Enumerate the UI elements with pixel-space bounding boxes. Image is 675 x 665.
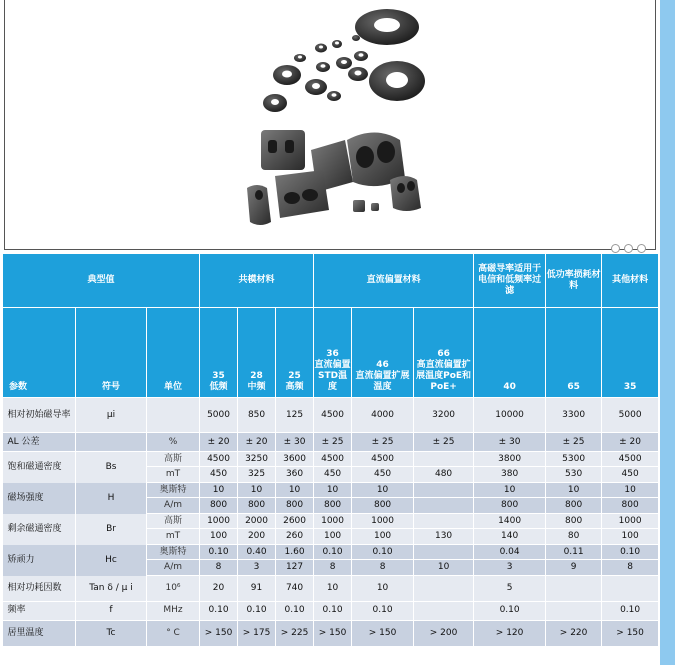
unit-cell: 奥斯特 — [147, 483, 200, 498]
value-cell: 380 — [474, 467, 546, 483]
value-cell: > 150 — [314, 620, 352, 646]
value-cell: 800 — [276, 498, 314, 514]
value-cell: > 220 — [546, 620, 602, 646]
group-header-high-permeability: 高磁导率适用于电信和低频率过滤 — [474, 254, 546, 308]
group-header-other: 其他材料 — [602, 254, 659, 308]
value-cell: 450 — [200, 467, 238, 483]
value-cell: 9 — [546, 560, 602, 576]
value-cell: 1000 — [602, 514, 659, 529]
value-cell: 200 — [238, 529, 276, 545]
value-cell: 8 — [602, 560, 659, 576]
value-cell: 800 — [546, 498, 602, 514]
table-row — [3, 398, 659, 433]
value-cell: 10 — [352, 576, 414, 602]
value-cell: 450 — [602, 467, 659, 483]
unit-cell: 10⁶ — [147, 576, 200, 602]
value-cell: 10 — [474, 483, 546, 498]
value-cell: ± 30 — [474, 433, 546, 452]
value-cell: ± 25 — [352, 433, 414, 452]
table-row — [3, 601, 659, 620]
value-cell: 0.11 — [546, 545, 602, 560]
material-desc: 高直流偏置扩展温度PoE和PoE+ — [416, 360, 472, 392]
value-cell: 800 — [200, 498, 238, 514]
value-cell: 3 — [474, 560, 546, 576]
table-row — [3, 576, 659, 602]
value-cell: 450 — [352, 467, 414, 483]
value-cell: > 225 — [276, 620, 314, 646]
value-cell: 1000 — [352, 514, 414, 529]
value-cell: 10 — [276, 483, 314, 498]
value-cell: 0.10 — [602, 545, 659, 560]
value-cell: ± 25 — [314, 433, 352, 452]
value-cell: 1.60 — [276, 545, 314, 560]
value-cell: 800 — [352, 498, 414, 514]
unit-cell: mT — [147, 467, 200, 483]
value-cell: 3800 — [474, 452, 546, 467]
value-cell — [414, 514, 474, 529]
value-cell: > 150 — [200, 620, 238, 646]
material-desc: 中频 — [247, 382, 266, 392]
value-cell: 1000 — [200, 514, 238, 529]
ferrite-material-table — [2, 253, 659, 647]
value-cell: 0.10 — [314, 545, 352, 560]
value-cell: 850 — [238, 398, 276, 433]
value-cell: 0.10 — [474, 601, 546, 620]
value-cell: 2600 — [276, 514, 314, 529]
value-cell: 325 — [238, 467, 276, 483]
material-header — [238, 308, 276, 398]
value-cell: 5000 — [602, 398, 659, 433]
material-header — [474, 308, 546, 398]
material-header — [200, 308, 238, 398]
value-cell: 0.10 — [314, 601, 352, 620]
material-code: 46 — [376, 360, 389, 370]
material-code: 28 — [250, 371, 263, 381]
symbol-cell: Br — [76, 514, 147, 545]
value-cell — [602, 576, 659, 602]
value-cell: 125 — [276, 398, 314, 433]
value-cell: 480 — [414, 467, 474, 483]
value-cell: 10 — [414, 560, 474, 576]
value-cell: 4500 — [200, 452, 238, 467]
value-cell: > 150 — [602, 620, 659, 646]
value-cell: 20 — [200, 576, 238, 602]
group-header-dc-bias: 直流偏置材料 — [314, 254, 474, 308]
value-cell: ± 20 — [602, 433, 659, 452]
value-cell: ± 20 — [200, 433, 238, 452]
value-cell: ± 20 — [238, 433, 276, 452]
value-cell — [546, 601, 602, 620]
value-cell: 1400 — [474, 514, 546, 529]
value-cell: > 200 — [414, 620, 474, 646]
value-cell: 100 — [200, 529, 238, 545]
pager-dot[interactable] — [611, 244, 620, 253]
value-cell: 10 — [352, 483, 414, 498]
material-desc: 直流偏置扩展温度 — [355, 371, 410, 392]
material-header — [602, 308, 659, 398]
value-cell: 10 — [238, 483, 276, 498]
value-cell: 5300 — [546, 452, 602, 467]
value-cell: 740 — [276, 576, 314, 602]
value-cell: 3200 — [414, 398, 474, 433]
value-cell: 0.40 — [238, 545, 276, 560]
value-cell: 800 — [238, 498, 276, 514]
group-header-low-loss: 低功率损耗材料 — [546, 254, 602, 308]
value-cell — [414, 498, 474, 514]
unit-cell: MHz — [147, 601, 200, 620]
symbol-cell: f — [76, 601, 147, 620]
value-cell: 100 — [602, 529, 659, 545]
value-cell: 800 — [474, 498, 546, 514]
value-cell: 4500 — [314, 398, 352, 433]
symbol-cell: Tan δ / μ i — [76, 576, 147, 602]
value-cell: 0.10 — [276, 601, 314, 620]
value-cell: ± 30 — [276, 433, 314, 452]
value-cell — [414, 483, 474, 498]
table-row — [3, 514, 659, 529]
unit-cell: 奥斯特 — [147, 545, 200, 560]
unit-cell: A/m — [147, 560, 200, 576]
value-cell — [414, 452, 474, 467]
value-cell: > 120 — [474, 620, 546, 646]
value-cell: 800 — [602, 498, 659, 514]
value-cell: 0.10 — [352, 545, 414, 560]
value-cell: 3300 — [546, 398, 602, 433]
pager-dot[interactable] — [637, 244, 646, 253]
toroid-cores — [263, 9, 425, 112]
value-cell: 5 — [474, 576, 546, 602]
material-code: 40 — [503, 382, 516, 392]
value-cell: 8 — [352, 560, 414, 576]
material-desc: 低频 — [209, 382, 228, 392]
param-label: 相对功耗因数 — [3, 576, 76, 602]
value-cell: 260 — [276, 529, 314, 545]
value-cell: 360 — [276, 467, 314, 483]
value-cell: > 150 — [352, 620, 414, 646]
value-cell: 530 — [546, 467, 602, 483]
unit-cell: ° C — [147, 620, 200, 646]
material-desc: 直流偏置STD温度 — [314, 360, 351, 392]
value-cell: 1000 — [314, 514, 352, 529]
table-row — [3, 545, 659, 560]
value-cell: 140 — [474, 529, 546, 545]
table-row — [3, 483, 659, 498]
value-cell: 4500 — [602, 452, 659, 467]
value-cell: 800 — [546, 514, 602, 529]
value-cell: 4000 — [352, 398, 414, 433]
symbol-cell: Tc — [76, 620, 147, 646]
value-cell: 4500 — [314, 452, 352, 467]
table-row — [3, 452, 659, 467]
table-row — [3, 620, 659, 646]
value-cell: 0.10 — [602, 601, 659, 620]
value-cell: 10 — [602, 483, 659, 498]
param-label: 矫顽力 — [3, 545, 76, 576]
value-cell: 10 — [314, 483, 352, 498]
value-cell: 3250 — [238, 452, 276, 467]
material-code: 66 — [437, 349, 450, 359]
unit-cell: A/m — [147, 498, 200, 514]
material-code: 65 — [567, 382, 580, 392]
value-cell: 100 — [314, 529, 352, 545]
product-photo-frame — [4, 0, 656, 250]
unit-cell: 高斯 — [147, 452, 200, 467]
value-cell: 10 — [546, 483, 602, 498]
unit-cell: % — [147, 433, 200, 452]
material-header — [276, 308, 314, 398]
typical-values-header: 典型值 — [3, 254, 200, 308]
material-code: 35 — [623, 382, 637, 392]
value-cell — [414, 601, 474, 620]
param-label: 频率 — [3, 601, 76, 620]
value-cell: 3600 — [276, 452, 314, 467]
value-cell: 4500 — [352, 452, 414, 467]
material-header — [352, 308, 414, 398]
value-cell: 130 — [414, 529, 474, 545]
value-cell: > 175 — [238, 620, 276, 646]
value-cell: 127 — [276, 560, 314, 576]
param-label: 饱和磁通密度 — [3, 452, 76, 483]
value-cell: 10 — [314, 576, 352, 602]
symbol-column-header: 符号 — [76, 308, 147, 398]
material-header — [414, 308, 474, 398]
value-cell: 80 — [546, 529, 602, 545]
value-cell: 5000 — [200, 398, 238, 433]
value-cell: 3 — [238, 560, 276, 576]
material-header — [546, 308, 602, 398]
unit-column-header: 单位 — [147, 308, 200, 398]
unit-cell: mT — [147, 529, 200, 545]
value-cell: ± 25 — [414, 433, 474, 452]
value-cell: 800 — [314, 498, 352, 514]
unit-cell: 高斯 — [147, 514, 200, 529]
value-cell: 0.10 — [238, 601, 276, 620]
param-label: 剩余磁通密度 — [3, 514, 76, 545]
param-label: AL 公差 — [3, 433, 76, 452]
param-label: 磁场强度 — [3, 483, 76, 514]
symbol-cell: H — [76, 483, 147, 514]
param-column-header: 参数 — [3, 308, 76, 398]
material-header — [314, 308, 352, 398]
value-cell: 2000 — [238, 514, 276, 529]
symbol-cell: μi — [76, 398, 147, 433]
right-edge-strip — [660, 0, 675, 665]
value-cell: 91 — [238, 576, 276, 602]
table-body — [3, 398, 659, 647]
pager-dot[interactable] — [624, 244, 633, 253]
value-cell: 10000 — [474, 398, 546, 433]
symbol-cell — [76, 433, 147, 452]
material-code: 35 — [212, 371, 225, 381]
binocular-cores — [247, 130, 421, 225]
value-cell: 450 — [314, 467, 352, 483]
value-cell — [414, 576, 474, 602]
symbol-cell: Bs — [76, 452, 147, 483]
value-cell: 0.10 — [200, 545, 238, 560]
value-cell: 0.10 — [352, 601, 414, 620]
group-header-common-mode: 共模材料 — [200, 254, 314, 308]
value-cell: 8 — [314, 560, 352, 576]
table-row — [3, 433, 659, 452]
value-cell: 10 — [200, 483, 238, 498]
symbol-cell: Hc — [76, 545, 147, 576]
param-label: 相对初始磁导率 — [3, 398, 76, 433]
value-cell — [414, 545, 474, 560]
unit-cell — [147, 398, 200, 433]
value-cell: 0.10 — [200, 601, 238, 620]
value-cell: 8 — [200, 560, 238, 576]
material-desc: 高频 — [285, 382, 304, 392]
value-cell — [546, 576, 602, 602]
material-code: 25 — [288, 371, 301, 381]
param-label: 居里温度 — [3, 620, 76, 646]
value-cell: 100 — [352, 529, 414, 545]
material-code: 36 — [326, 349, 339, 359]
value-cell: ± 25 — [546, 433, 602, 452]
value-cell: 0.04 — [474, 545, 546, 560]
ferrite-cores-photo — [5, 0, 655, 249]
